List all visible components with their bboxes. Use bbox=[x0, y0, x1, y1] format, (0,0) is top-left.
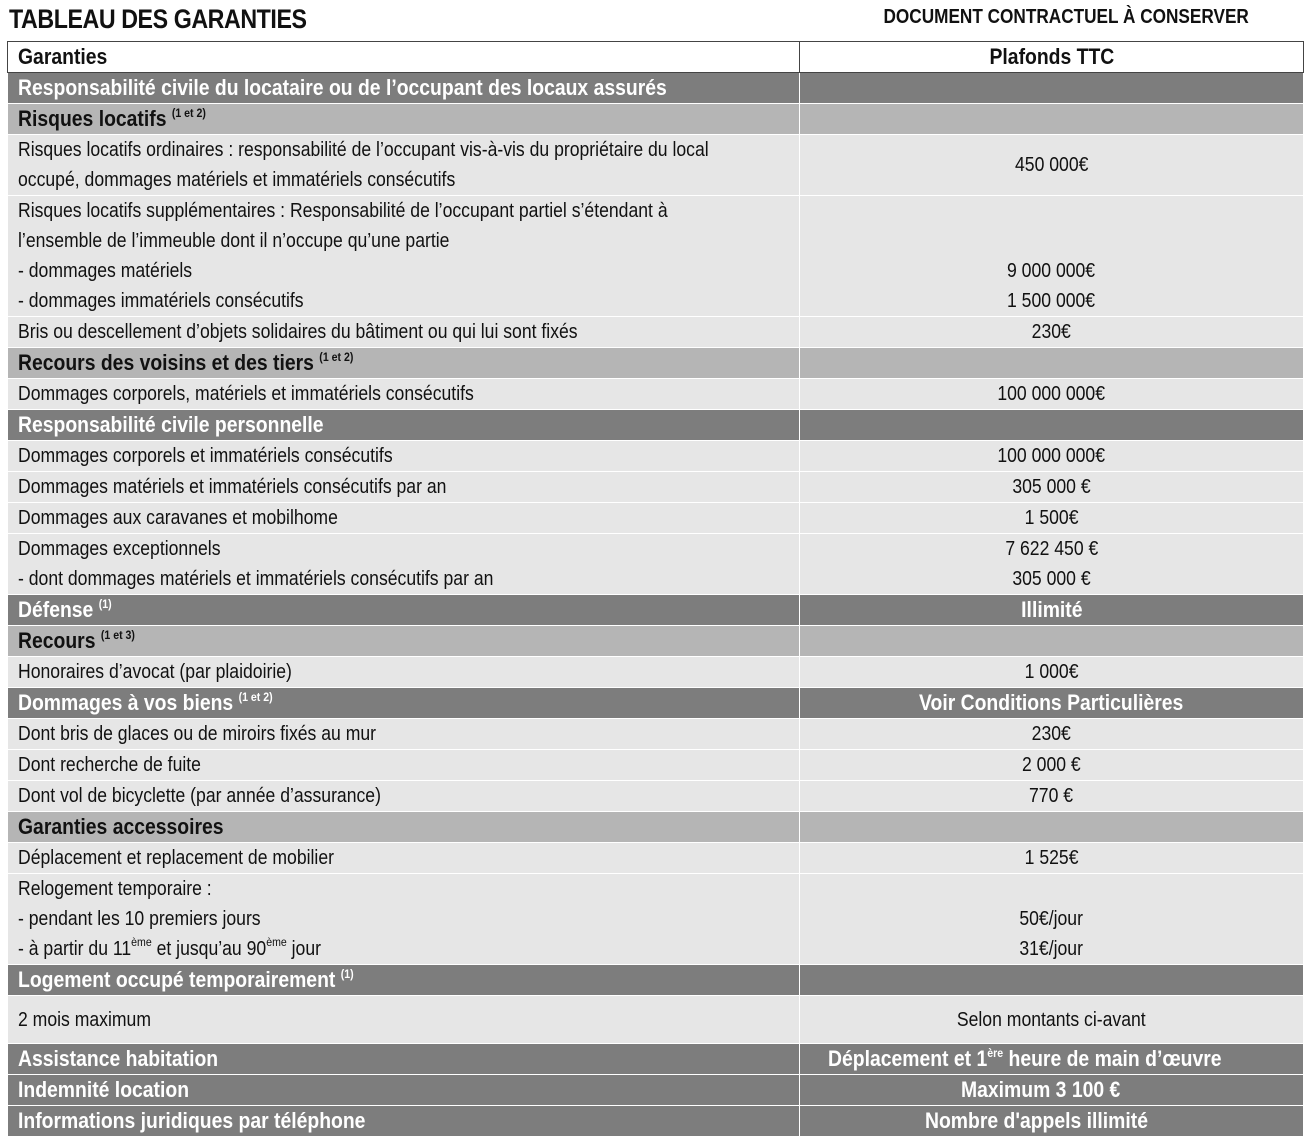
row-deux-mois: 2 mois maximum bbox=[8, 996, 800, 1044]
value-recherche-fuite: 2 000 € bbox=[800, 750, 1304, 781]
value-assistance: Déplacement et 1ère heure de main d’œuvre bbox=[800, 1044, 1304, 1075]
section-row bbox=[8, 1044, 1304, 1075]
table-row bbox=[8, 534, 1304, 595]
value-bris-glaces: 230€ bbox=[800, 719, 1304, 750]
subsection-value-empty bbox=[800, 812, 1304, 843]
section-row bbox=[8, 595, 1304, 626]
section-defense: Défense $^{(1)}$ bbox=[8, 595, 800, 626]
value-rc-exceptionnels: 7 622 450 € 305 000 € bbox=[800, 534, 1304, 595]
document-header bbox=[0, 0, 1310, 42]
section-indemnite: Indemnité location bbox=[8, 1075, 800, 1106]
row-dommages-voisins: Dommages corporels, matériels et immatériels consécutifs bbox=[8, 379, 800, 410]
table-row bbox=[8, 657, 1304, 688]
row-relogement: Relogement temporaire : - pendant les 10 premiers jours - à partir du 11ème et jusqu’au 90ème jour bbox=[8, 874, 800, 965]
section-row bbox=[8, 410, 1304, 441]
row-rc-caravanes: Dommages aux caravanes et mobilhome bbox=[8, 503, 800, 534]
value-defense: Illimité bbox=[800, 595, 1304, 626]
table-row bbox=[8, 503, 1304, 534]
row-recherche-fuite: Dont recherche de fuite bbox=[8, 750, 800, 781]
value-rc-caravanes: 1 500€ bbox=[800, 503, 1304, 534]
row-bris-objets: Bris ou descellement d’objets solidaires du bâtiment ou qui lui sont fixés bbox=[8, 317, 800, 348]
subsection-row bbox=[8, 104, 1304, 135]
table-row bbox=[8, 750, 1304, 781]
value-risques-supplementaires: 9 000 000€ 1 500 000€ bbox=[800, 196, 1304, 317]
footnote-ref: (1 et 2) bbox=[238, 690, 273, 704]
row-risques-ordinaires: Risques locatifs ordinaires : responsabilité de l’occupant vis-à-vis du propriétaire du local occupé, dommages matériels et immatériels consécutifs bbox=[8, 135, 800, 196]
section-row bbox=[8, 1075, 1304, 1106]
subsection-recours: Recours $^{(1 et 3)}$ bbox=[8, 626, 800, 657]
row-deplacement-mobilier: Déplacement et replacement de mobilier bbox=[8, 843, 800, 874]
guarantees-table bbox=[7, 41, 1304, 1137]
subsection-row bbox=[8, 812, 1304, 843]
value-dommages-voisins: 100 000 000€ bbox=[800, 379, 1304, 410]
section-assistance: Assistance habitation bbox=[8, 1044, 800, 1075]
value-rc-materiels: 305 000 € bbox=[800, 472, 1304, 503]
subsection-row bbox=[8, 348, 1304, 379]
section-value-empty bbox=[800, 410, 1304, 441]
footnote-ref: (1 et 2) bbox=[319, 350, 354, 364]
value-vol-bicyclette: 770 € bbox=[800, 781, 1304, 812]
table-row bbox=[8, 196, 1304, 317]
header-plafonds: Plafonds TTC bbox=[800, 42, 1304, 73]
subsection-recours-voisins: Recours des voisins et des tiers $^{(1 et 2)}$ bbox=[8, 348, 800, 379]
subsection-row bbox=[8, 626, 1304, 657]
subsection-garanties-accessoires: Garanties accessoires bbox=[8, 812, 800, 843]
value-relogement: 50€/jour 31€/jour bbox=[800, 874, 1304, 965]
subsection-risques-locatifs: Risques locatifs $^{(1 et 2)}$ bbox=[8, 104, 800, 135]
table-row bbox=[8, 379, 1304, 410]
table-header-row bbox=[8, 42, 1304, 73]
row-vol-bicyclette: Dont vol de bicyclette (par année d’assurance) bbox=[8, 781, 800, 812]
table-row bbox=[8, 843, 1304, 874]
table-row bbox=[8, 719, 1304, 750]
value-deplacement-mobilier: 1 525€ bbox=[800, 843, 1304, 874]
section-logement-occupe: Logement occupé temporairement $^{(1)}$ bbox=[8, 965, 800, 996]
table-row bbox=[8, 996, 1304, 1044]
section-row bbox=[8, 73, 1304, 104]
value-indemnite: Maximum 3 100 € bbox=[800, 1075, 1304, 1106]
value-deux-mois: Selon montants ci-avant bbox=[800, 996, 1304, 1044]
section-informations: Informations juridiques par téléphone bbox=[8, 1106, 800, 1137]
value-dommages-biens: Voir Conditions Particulières bbox=[800, 688, 1304, 719]
footnote-ref: (1) bbox=[340, 967, 354, 981]
row-rc-corporels: Dommages corporels et immatériels consécutifs bbox=[8, 441, 800, 472]
value-risques-ordinaires: 450 000€ bbox=[800, 135, 1304, 196]
footnote-ref: (1) bbox=[98, 597, 112, 611]
document-title: TABLEAU DES GARANTIES bbox=[9, 4, 307, 34]
header-garanties: Garanties bbox=[8, 42, 800, 73]
subsection-value-empty bbox=[800, 104, 1304, 135]
footnote-ref: (1 et 2) bbox=[171, 106, 206, 120]
section-dommages-biens: Dommages à vos biens $^{(1 et 2)}$ bbox=[8, 688, 800, 719]
table-row bbox=[8, 317, 1304, 348]
value-informations: Nombre d'appels illimité bbox=[800, 1106, 1304, 1137]
footnote-ref: (1 et 3) bbox=[100, 628, 135, 642]
row-bris-glaces: Dont bris de glaces ou de miroirs fixés au mur bbox=[8, 719, 800, 750]
row-rc-materiels: Dommages matériels et immatériels consécutifs par an bbox=[8, 472, 800, 503]
value-rc-corporels: 100 000 000€ bbox=[800, 441, 1304, 472]
section-rc-locataire: Responsabilité civile du locataire ou de l’occupant des locaux assurés bbox=[8, 73, 800, 104]
subsection-value-empty bbox=[800, 348, 1304, 379]
document-note: DOCUMENT CONTRACTUEL À CONSERVER bbox=[883, 6, 1249, 28]
section-value-empty bbox=[800, 73, 1304, 104]
table-row bbox=[8, 472, 1304, 503]
section-row bbox=[8, 688, 1304, 719]
table-row bbox=[8, 781, 1304, 812]
value-honoraires: 1 000€ bbox=[800, 657, 1304, 688]
section-rc-personnelle: Responsabilité civile personnelle bbox=[8, 410, 800, 441]
section-value-empty bbox=[800, 965, 1304, 996]
value-bris-objets: 230€ bbox=[800, 317, 1304, 348]
row-risques-supplementaires: Risques locatifs supplémentaires : Responsabilité de l’occupant partiel s’étendant à l’ensemble de l’immeuble dont il n’occupe qu’une partie - dommages matériels - dommages immatériels consécutifs bbox=[8, 196, 800, 317]
table-row bbox=[8, 135, 1304, 196]
row-rc-exceptionnels: Dommages exceptionnels - dont dommages matériels et immatériels consécutifs par an bbox=[8, 534, 800, 595]
table-row bbox=[8, 441, 1304, 472]
section-row bbox=[8, 965, 1304, 996]
subsection-value-empty bbox=[800, 626, 1304, 657]
row-honoraires: Honoraires d’avocat (par plaidoirie) bbox=[8, 657, 800, 688]
table-row bbox=[8, 874, 1304, 965]
